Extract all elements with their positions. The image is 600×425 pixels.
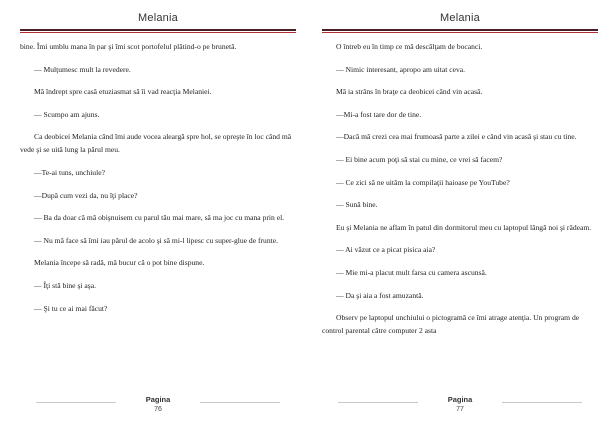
paragraph: Mă ia strâns în braţe ca deobicei când vin acasă. [336,87,483,97]
page-body [20,40,296,324]
paragraph: —Mi-a fost tare dor de tine. [336,109,422,119]
paragraph: O întreb eu în timp ce mă descălţam de bocanci. [336,42,483,51]
paragraph: — Îţi stă bine şi aşa. [34,280,97,290]
page-body [322,40,598,347]
header-rule [20,29,296,33]
paragraph: Observ pe laptopul unchiului o pictogramă ce îmi atrage atenţia. Un program de control parental către computer 2 asta [322,313,580,336]
paragraph: — Sună bine. [336,200,378,210]
paragraph: —După cum vezi da, nu îţi place? [34,190,138,200]
paragraph: — Ce zici să ne uităm la compilaţii haioase pe YouTube? [336,177,510,187]
paragraph: — Ba da doar că mă obişnuisem cu parul tău mai mare, să ma joc cu mana prin el. [34,213,285,223]
paragraph: — Nu mă face să îmi iau părul de acolo şi să mi-l lipesc cu super-glue de frunte. [34,235,279,245]
paragraph: — Şi tu ce ai mai făcut? [34,303,108,313]
paragraph: Eu şi Melania ne aflam în patul din dormitorul meu cu laptopul lângă noi şi râdeam. [336,222,592,232]
footer-label: Pagina [145,395,171,404]
paragraph: — Ai văzut ce a picat pisica aia? [336,245,436,255]
paragraph: bine. Îmi umblu mana în par şi îmi scot portofelul plătind-o pe brunetă. [20,42,237,51]
paragraph: — Ei bine acum poţi să stai cu mine, ce vrei să facem? [336,154,503,164]
page-footer [322,395,598,421]
footer-label: Pagina [447,395,473,404]
paragraph: — Da şi aia a fost amuzantă. [336,290,424,300]
header-rule [322,29,598,33]
page-number: 77 [456,406,464,413]
running-head: Melania [440,12,480,24]
paragraph: —Dacă mă crezi cea mai frumoasă parte a zilei e când vin acasă şi stau cu tine. [336,132,577,142]
paragraph: —Te-ai tuns, unchiule? [34,167,105,177]
paragraph: Melania începe să radă, mă bucur că o pot bine dispune. [34,258,205,268]
paragraph: — Mie mi-a placut mult farsa cu camera ascunsă. [336,267,487,277]
right-page [322,0,598,425]
paragraph: Ca deobicei Melania când îmi aude vocea aleargă spre hol, se opreşte în loc când mă vede şi se uită lung la părul meu. [20,132,292,155]
paragraph: — Scumpo am ajuns. [34,109,100,119]
paragraph: Mă îndrept spre casă etuziasmat să îi vad reacţia Melaniei. [34,87,212,97]
page-footer [20,395,296,421]
running-head: Melania [138,12,178,24]
page-number: 76 [154,406,162,413]
paragraph: — Mulţumesc mult la revedere. [34,64,131,74]
paragraph: — Nimic interesant, apropo am uitat ceva. [336,64,466,74]
left-page [20,0,296,425]
